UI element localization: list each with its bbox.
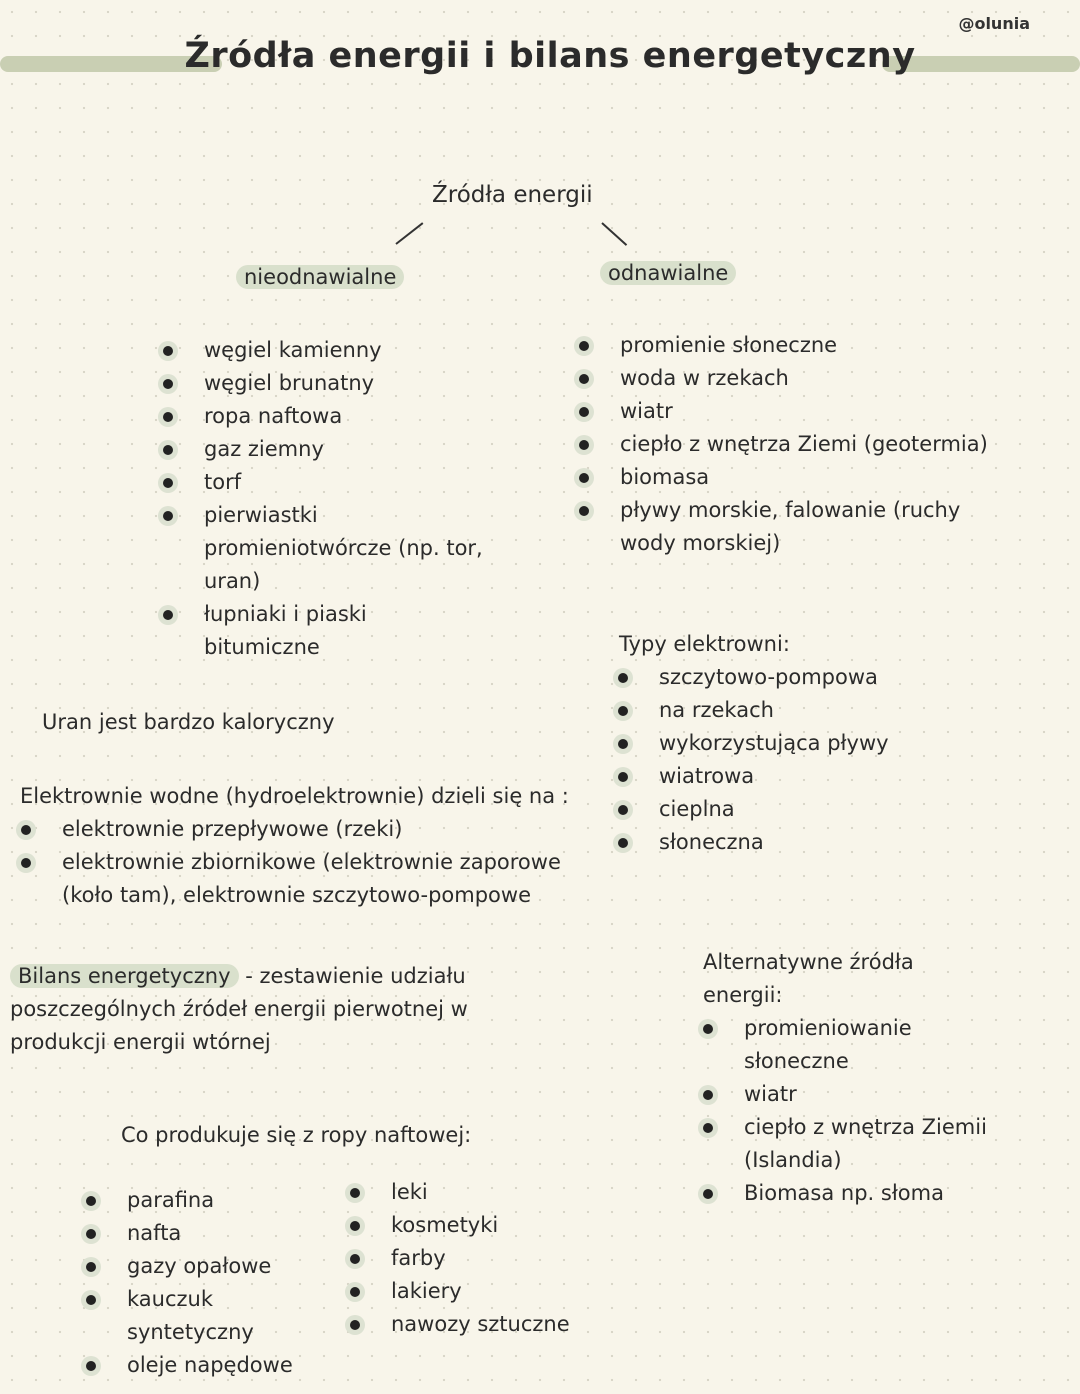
uranium-note: Uran jest bardzo kaloryczny — [42, 710, 335, 734]
list-item: promieniowanie słoneczne — [698, 1012, 914, 1078]
balance-term: Bilans energetyczny — [10, 964, 239, 988]
list-item: woda w rzekach — [574, 362, 1014, 395]
oil-products-col2 — [345, 1176, 605, 1341]
renewable-label: odnawialne — [600, 261, 736, 285]
list-item: kosmetyki — [345, 1209, 605, 1242]
oil-products-heading: Co produkuje się z ropy naftowej: — [121, 1123, 472, 1147]
list-item: Biomasa np. słoma — [698, 1177, 1028, 1210]
balance-definition — [10, 960, 500, 1059]
list-item: ropa naftowa — [158, 400, 488, 433]
list-item: parafina — [81, 1184, 341, 1217]
list-item: szczytowo-pompowa — [613, 661, 1013, 694]
list-item: pierwiastki promieniotwórcze (np. tor, uran) — [158, 499, 484, 598]
list-item: ciepło z wnętrza Ziemii (Islandia) — [698, 1111, 1004, 1177]
list-item: cieplna — [613, 793, 1013, 826]
list-item: wiatrowa — [613, 760, 1013, 793]
list-item: pływy morskie, falowanie (ruchy wody morskiej) — [574, 494, 970, 560]
list-item: gaz ziemny — [158, 433, 488, 466]
hydro-list — [16, 813, 576, 912]
list-item: nafta — [81, 1217, 341, 1250]
oil-products-col1 — [81, 1184, 341, 1382]
list-item: węgiel brunatny — [158, 367, 488, 400]
power-plants-heading: Typy elektrowni: — [619, 632, 790, 656]
author-handle: @olunia — [958, 14, 1030, 33]
power-plants-list — [613, 661, 1013, 859]
list-item: elektrownie zbiornikowe (elektrownie zaporowe (koło tam), elektrownie szczytowo-pompowe — [16, 846, 576, 912]
page-title: Źródła energii i bilans energetyczny — [184, 36, 916, 76]
list-item: wiatr — [698, 1078, 1028, 1111]
alternative-heading: Alternatywne źródła energii: — [703, 950, 914, 1007]
list-item: promienie słoneczne — [574, 329, 1014, 362]
alternative-list — [698, 1012, 1028, 1210]
list-item: leki — [345, 1176, 605, 1209]
tree-root: Źródła energii — [432, 182, 593, 208]
list-item: nawozy sztuczne — [345, 1308, 605, 1341]
list-item: węgiel kamienny — [158, 334, 488, 367]
list-item: na rzekach — [613, 694, 1013, 727]
tree-branch-left — [395, 222, 423, 245]
list-item: wiatr — [574, 395, 1014, 428]
list-item: wykorzystująca pływy — [613, 727, 1013, 760]
nonrenewable-label: nieodnawialne — [236, 265, 404, 289]
tree-branch-right — [601, 222, 627, 246]
list-item: biomasa — [574, 461, 1014, 494]
list-item: torf — [158, 466, 488, 499]
list-item: farby — [345, 1242, 605, 1275]
list-item: ciepło z wnętrza Ziemi (geotermia) — [574, 428, 1014, 461]
hydro-heading: Elektrownie wodne (hydroelektrownie) dzieli się na : — [20, 784, 569, 808]
nonrenewable-list — [158, 334, 488, 664]
renewable-list — [574, 329, 1014, 560]
list-item: lakiery — [345, 1275, 605, 1308]
list-item: słoneczna — [613, 826, 1013, 859]
list-item: łupniaki i piaski bitumiczne — [158, 598, 414, 664]
list-item: elektrownie przepływowe (rzeki) — [16, 813, 576, 846]
balance-text: - zestawienie udziału poszczególnych źródeł energii pierwotnej w produkcji energii wtórnej — [10, 964, 468, 1054]
list-item: kauczuk syntetyczny — [81, 1283, 341, 1349]
list-item: oleje napędowe — [81, 1349, 341, 1382]
list-item: gazy opałowe — [81, 1250, 341, 1283]
